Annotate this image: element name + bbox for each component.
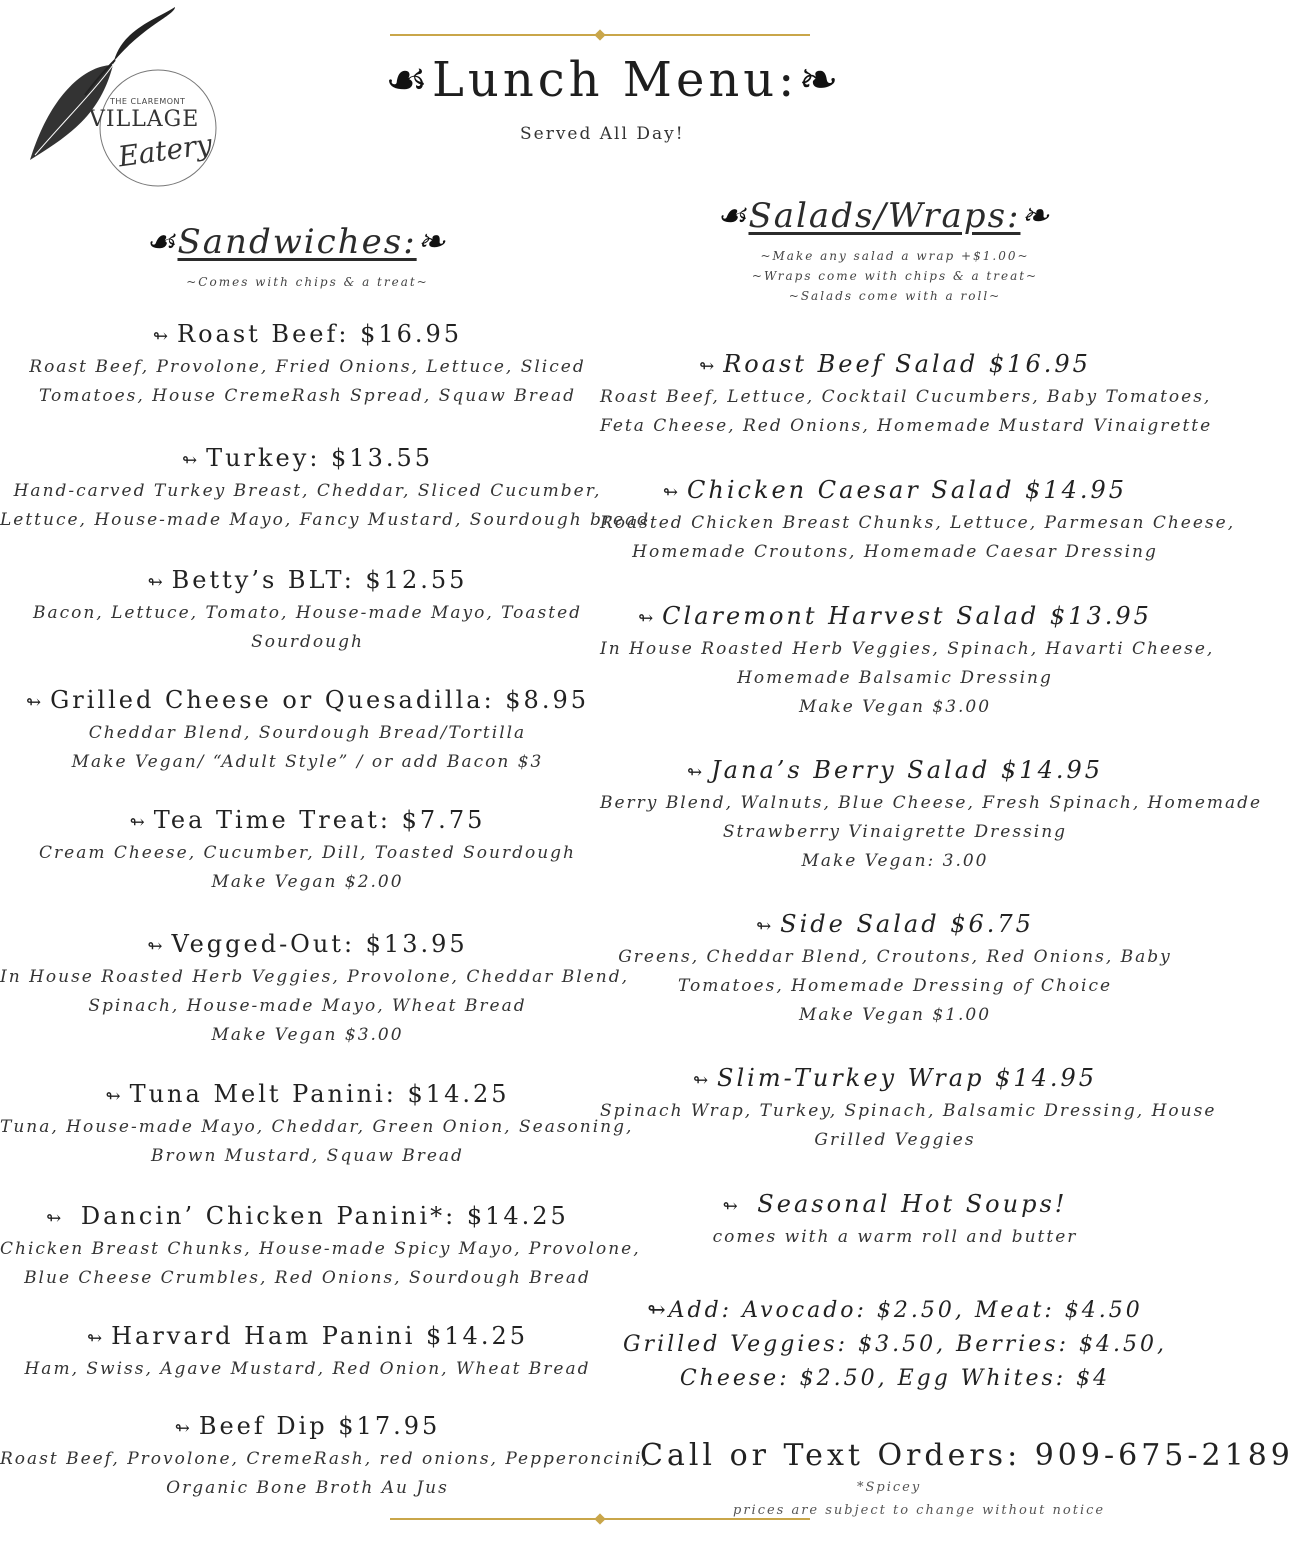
sandwich-item-title: Betty’s BLT: $12.55 [171,566,468,594]
salad-item-description-line: Make Vegan $3.00 [798,697,992,717]
sandwich-item-name [0,1320,615,1355]
price-disclaimer: prices are subject to change without notice [733,1503,1106,1518]
addons [600,1294,1190,1396]
salad-item-name [600,348,1190,383]
sandwich-item-title: Tuna Melt Panini: $14.25 [129,1080,510,1108]
logo [25,5,230,190]
ornament-right-icon: ❧ [416,222,448,262]
salads-note-wrap: ~Make any salad a wrap +$1.00~ [760,249,1030,263]
addon-line-3: Cheese: $2.50, Egg Whites: $4 [679,1366,1111,1391]
salad-item-description-line: Homemade Croutons, Homemade Caesar Dressing [632,542,1158,562]
logo-village-text: VILLAGE [89,107,200,132]
arrow-icon: ↬ [26,692,45,713]
salad-item-description-line: Berry Blend, Walnuts, Blue Cheese, Fresh Spinach, Homemade [600,793,1263,813]
salad-item-title: Roast Beef Salad $16.95 [723,350,1091,378]
sandwich-item [0,318,615,411]
sandwich-item-description [0,719,615,777]
sandwich-item-description-line: Brown Mustard, Squaw Bread [151,1146,464,1166]
salad-item-name [600,908,1190,943]
salad-item-description-line: Feta Cheese, Red Onions, Homemade Mustard Vinaigrette [600,416,1213,436]
salad-item [600,474,1236,567]
salad-item [600,908,1190,1030]
arrow-icon: ↬ [647,1298,669,1323]
sandwich-item [0,928,630,1050]
sandwich-item-title: Grilled Cheese or Quesadilla: $8.95 [50,686,589,714]
salad-item-title: Seasonal Hot Soups! [746,1190,1068,1218]
logo-small-text: THE CLAREMONT [110,97,186,106]
sandwich-item-description [0,353,615,411]
sandwich-item-description-line: Spinach, House-made Mayo, Wheat Bread [88,996,527,1016]
salad-item-description-line: Homemade Balsamic Dressing [737,668,1053,688]
salad-item-description-line: Strawberry Vinaigrette Dressing [722,822,1068,842]
arrow-icon: ↬ [756,916,775,937]
sandwich-item-name [0,442,615,477]
salad-item [600,754,1263,876]
salads-notes [600,246,1190,306]
logo-eatery-text: Eatery [116,127,215,174]
sandwich-item-description [0,1355,615,1384]
salad-item-description-line: Spinach Wrap, Turkey, Spinach, Balsamic Dressing, House [600,1101,1217,1121]
salad-item [600,1188,1190,1252]
salad-item-description-line: Greens, Cheddar Blend, Croutons, Red Onions, Baby [618,947,1172,967]
salads-heading [716,196,1051,236]
sandwiches-heading-text: Sandwiches: [177,222,417,262]
sandwich-item-description-line: Tuna, House-made Mayo, Cheddar, Green Onion, Seasoning, [0,1117,634,1137]
arrow-icon: ↬ [174,1418,193,1439]
salad-item-description-line: Tomatoes, Homemade Dressing of Choice [677,976,1113,996]
sandwich-item-description-line: Make Vegan $2.00 [211,872,404,892]
sandwich-item-description-line: Roast Beef, Provolone, Fried Onions, Lettuce, Sliced [29,357,586,377]
sandwich-item-description-line: Chicken Breast Chunks, House-made Spicy Mayo, Provolone, [0,1239,641,1259]
salad-item [600,348,1213,441]
ornament-right-icon: ❧ [798,52,843,108]
sandwich-item-description-line: Ham, Swiss, Agave Mustard, Red Onion, Wheat Bread [24,1359,591,1379]
ornament-right-icon: ❧ [1020,196,1051,236]
salad-item-title: Jana’s Berry Salad $14.95 [711,756,1104,784]
salad-item-description-line: comes with a warm roll and butter [712,1227,1078,1247]
sandwich-item [0,1078,634,1171]
salad-item-name [600,1188,1190,1223]
sandwich-item-description-line: In House Roasted Herb Veggies, Provolone, Cheddar Blend, [0,967,630,987]
call-or-text-orders: Call or Text Orders: 909-675-2189 [640,1438,1294,1473]
salad-item-description-line: In House Roasted Herb Veggies, Spinach, Havarti Cheese, [600,639,1215,659]
salad-item-description-line: Roast Beef, Lettuce, Cocktail Cucumbers, Baby Tomatoes, [600,387,1212,407]
salad-item-description [600,635,1215,722]
sandwich-item-title: Tea Time Treat: $7.75 [153,806,486,834]
sandwiches-heading [145,222,447,262]
salad-item-title: Side Salad $6.75 [780,910,1034,938]
sandwich-item-title: Harvard Ham Panini $14.25 [111,1322,528,1350]
sandwich-item-description [0,839,615,897]
salad-item-description-line: Grilled Veggies [814,1130,976,1150]
sandwich-item-title: Turkey: $13.55 [206,444,434,472]
sandwich-item-description-line: Cream Cheese, Cucumber, Dill, Toasted Sourdough [39,843,576,863]
sandwich-item-description-line: Hand-carved Turkey Breast, Cheddar, Sliced Cucumber, [13,481,602,501]
sandwich-item-description [0,1445,650,1503]
arrow-icon: ↬ [105,1086,124,1107]
sandwich-item-title: Vegged-Out: $13.95 [171,930,468,958]
salad-item-name [600,754,1190,789]
arrow-icon: ↬ [662,482,681,503]
arrow-icon: ↬ [692,1070,712,1091]
sandwich-item-description-line: Tomatoes, House CremeRash Spread, Squaw Bread [39,386,576,406]
sandwich-item-description-line: Lettuce, House-made Mayo, Fancy Mustard, Sourdough bread [0,510,651,530]
spicy-note: *Spicey [857,1480,922,1495]
arrow-icon: ↬ [699,356,718,377]
salads-note-chips: ~Wraps come with chips & a treat~ [751,269,1039,283]
sandwich-item-name [0,1410,615,1445]
page-subtitle: Served All Day! [520,124,685,144]
sandwich-item-description-line: Bacon, Lettuce, Tomato, House-made Mayo, Toasted [32,603,583,623]
salad-item-description [600,943,1190,1030]
ornament-left-icon: ☙ [145,222,178,262]
salad-item-description [600,509,1236,567]
arrow-icon: ↬ [129,812,148,833]
sandwich-item [0,564,615,657]
salad-item-description [600,383,1213,441]
arrow-icon: ↬ [147,936,166,957]
page-title-text: Lunch Menu: [432,52,799,108]
sandwich-item-description-line: Make Vegan/ “Adult Style” / or add Bacon $3 [71,752,544,772]
sandwich-item-name [0,1200,615,1235]
page-title [385,52,843,108]
sandwich-item-description-line: Organic Bone Broth Au Jus [166,1478,449,1498]
sandwich-item-name [0,804,615,839]
sandwich-item-description-line: Make Vegan $3.00 [211,1025,404,1045]
salad-item-description [600,789,1263,876]
sandwich-item [0,442,651,535]
sandwich-item-description-line: Sourdough [251,632,364,652]
ornament-left-icon: ☙ [385,52,433,108]
arrow-icon: ↬ [147,572,166,593]
sandwich-item-description [0,963,630,1050]
arrow-icon: ↬ [46,1208,65,1229]
sandwich-item-description [0,477,651,535]
sandwich-item-title: Dancin’ Chicken Panini*: $14.25 [70,1202,569,1230]
arrow-icon: ↬ [638,608,657,629]
sandwich-item-description [0,1113,634,1171]
salad-item [600,1062,1217,1155]
sandwich-item [0,1410,650,1503]
salad-item [600,600,1215,722]
ornament-left-icon: ☙ [716,196,749,236]
sandwich-item-title: Roast Beef: $16.95 [177,320,463,348]
sandwich-item [0,684,615,777]
salad-item-name [600,1062,1190,1097]
sandwich-item-description-line: Cheddar Blend, Sourdough Bread/Tortilla [88,723,527,743]
sandwich-item-name [0,928,615,963]
salad-item-description [600,1223,1190,1252]
sandwiches-note: ~Comes with chips & a treat~ [186,275,429,289]
sandwich-item-title: Beef Dip $17.95 [198,1412,441,1440]
sandwich-item-description [0,1235,641,1293]
sandwich-item [0,1200,641,1293]
salad-item-description-line: Make Vegan $1.00 [798,1005,992,1025]
arrow-icon: ↬ [86,1328,106,1349]
addon-line-1 [600,1294,1190,1328]
arrow-icon: ↬ [152,326,172,347]
sandwich-item [0,804,615,897]
salads-heading-text: Salads/Wraps: [748,196,1021,236]
salad-item-title: Slim-Turkey Wrap $14.95 [717,1064,1098,1092]
sandwich-item-name [0,564,615,599]
bottom-divider [390,1518,810,1520]
salad-item-name [600,474,1190,509]
addon-text-1: Add: Avocado: $2.50, Meat: $4.50 [668,1298,1143,1323]
arrow-icon: ↬ [686,762,706,783]
arrow-icon: ↬ [181,450,201,471]
salad-item-description-line: Make Vegan: 3.00 [801,851,989,871]
sandwich-item-description-line: Blue Cheese Crumbles, Red Onions, Sourdough Bread [24,1268,591,1288]
arrow-icon: ↬ [722,1196,741,1217]
salad-item-name [600,600,1190,635]
sandwich-item-description-line: Roast Beef, Provolone, CremeRash, red onions, Pepperoncini, [0,1449,650,1469]
salad-item-description [600,1097,1217,1155]
sandwich-item [0,1320,615,1384]
top-divider [390,34,810,36]
salad-item-title: Claremont Harvest Salad $13.95 [662,602,1152,630]
salads-note-roll: ~Salads come with a roll~ [788,289,1002,303]
sandwich-item-name [0,318,615,353]
salad-item-description-line: Roasted Chicken Breast Chunks, Lettuce, Parmesan Cheese, [600,513,1236,533]
addon-line-2: Grilled Veggies: $3.50, Berries: $4.50, [622,1332,1167,1357]
salad-item-title: Chicken Caesar Salad $14.95 [687,476,1128,504]
sandwich-item-name [0,1078,615,1113]
sandwich-item-name [0,684,615,719]
sandwich-item-description [0,599,615,657]
